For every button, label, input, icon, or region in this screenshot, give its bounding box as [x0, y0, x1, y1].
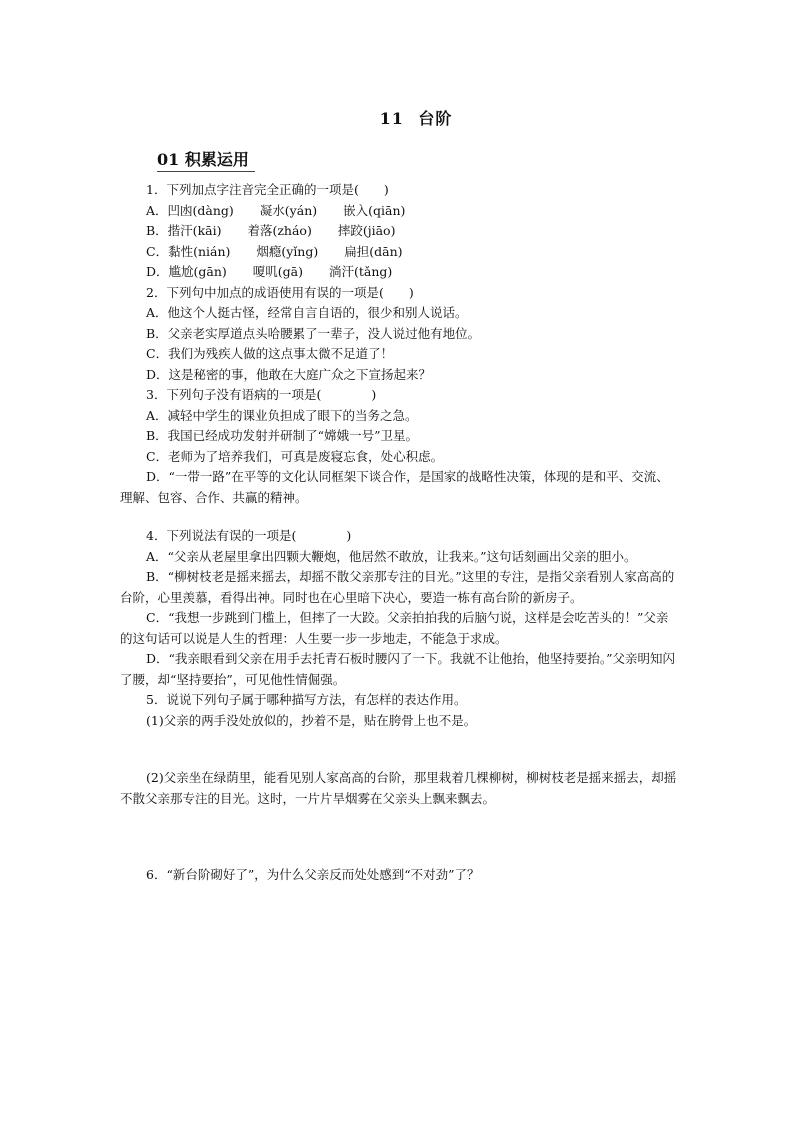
q1-option-c: C．黏性(nián) 烟瘾(yǐng) 扁担(dān): [146, 243, 403, 259]
q6-stem: 6．“新台阶砌好了”，为什么父亲反而处处感到“不对劲”了？: [146, 867, 480, 882]
q2-stem: 2．下列句中加点的成语使用有误的一项是( ): [146, 284, 414, 300]
q2-option-c: C．我们为残疾人做的这点事太微不足道了！: [146, 346, 394, 361]
q5-item-2: (2)父亲坐在绿荫里，能看见别人家高高的台阶，那里栽着几棵柳树，柳树枝老是摇来摇去，却摇不散父亲那专注的目光。这时，一片片旱烟雾在父亲头上飘来飘去。: [120, 770, 677, 806]
lesson-name: 台阶: [418, 109, 453, 128]
section-heading: [157, 147, 249, 170]
q1-option-b: B．揩汗(kāi) 着落(zháo) 摔跤(jiāo): [146, 223, 396, 238]
q2-option-d: D．这是秘密的事，他敢在大庭广众之下宣扬起来？: [146, 366, 432, 382]
lesson-title: [0, 106, 794, 129]
q4-option-b: B．“柳树枝老是摇来摇去，却摇不散父亲那专注的目光。”这里的专注，是指父亲看别人家高高的台阶，心里羡慕，看得出神。同时也在心里暗下决心，要造一栋有高台阶的新房子。: [120, 569, 675, 605]
q4-option-c: C．“我想一步跳到门槛上，但摔了一大跤。父亲拍拍我的后脑勺说，这样是会吃苦头的！”父亲的这句话可以说是人生的哲理：人生要一步一步地走，不能急于求成。: [120, 610, 669, 646]
answer-space-1: [120, 731, 680, 768]
spacer: [120, 508, 680, 526]
q5-stem: 5．说说下列句子属于哪种描写方法，有怎样的表达作用。: [146, 692, 467, 707]
q4-option-a: A．“父亲从老屋里拿出四颗大鞭炮，他居然不敢放，让我来。”这句话刻画出父亲的胆小。: [146, 548, 637, 564]
section-underline: [157, 171, 255, 172]
q4-option-d: D．“我亲眼看到父亲在用手去托青石板时腰闪了一下。我就不让他抬，他坚持要抬。”父亲明知闪了腰，却“坚持要抬”，可见他性情倔强。: [120, 651, 676, 687]
q5-item-1: (1)父亲的两手没处放似的，抄着不是，贴在胯骨上也不是。: [146, 712, 477, 728]
questions: [120, 180, 680, 886]
q3-option-d: D．“一带一路”在平等的文化认同框架下谈合作，是国家的战略性决策，体现的是和平、交流、理解、包容、合作、共赢的精神。: [120, 469, 669, 505]
section-title: 01 积累运用: [157, 150, 249, 169]
q1-stem: 1．下列加点字注音完全正确的一项是( ): [146, 182, 389, 197]
q1-option-a: A．凹凼(dàng) 凝水(yán) 嵌入(qiān): [146, 202, 406, 218]
q4-stem: 4．下列说法有误的一项是( ): [146, 528, 352, 543]
q3-stem: 3．下列句子没有语病的一项是( ): [146, 387, 377, 402]
q3-option-c: C．老师为了培养我们，可真是废寝忘食，处心积虑。: [146, 448, 444, 464]
q3-option-a: A．减轻中学生的课业负担成了眼下的当务之急。: [146, 407, 418, 423]
q3-option-b: B．我国已经成功发射并研制了“嫦娥一号”卫星。: [146, 428, 418, 443]
q2-option-a: A．他这个人挺古怪，经常自言自语的，很少和别人说话。: [146, 305, 468, 320]
q1-option-d: D．尴尬(gān) 嗄叽(gā) 淌汗(tǎng): [146, 264, 393, 279]
lesson-number: 11: [379, 109, 404, 128]
q2-option-b: B．父亲老实厚道点头哈腰累了一辈子，没人说过他有地位。: [146, 325, 481, 341]
answer-space-2: [120, 809, 680, 865]
